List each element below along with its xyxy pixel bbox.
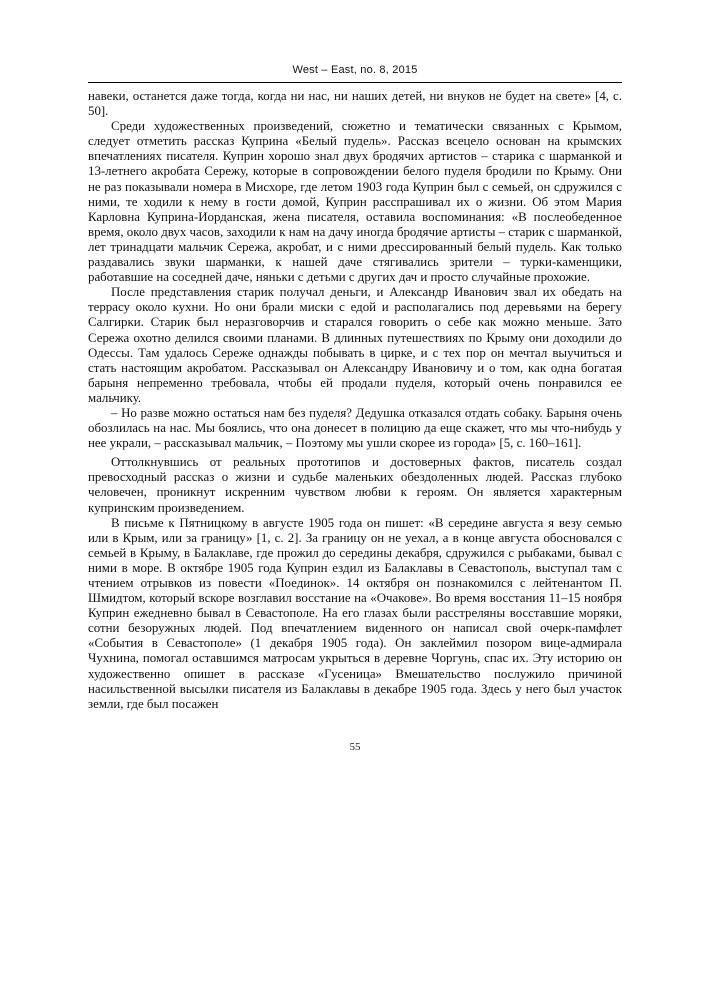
header-rule: [88, 82, 622, 83]
paragraph: Оттолкнувшись от реальных прототипов и достоверных фактов, писатель создал превосходный рассказ о жизни и судьбе маленьких обездоленных людей. Рассказ глубоко человечен, проникнут искренним чувством любви к героям. Он является характерным купринским произведением.: [88, 455, 622, 515]
paragraph: В письме к Пятницкому в августе 1905 года он пишет: «В середине августа я везу семью или в Крым, или за границу» [1, с. 2]. За границу он не уехал, а в конце августа обосновался с семьей в Крыму, в Балаклаве, где прожил до середины декабря, сдружился с рыбаками, бывал с ними в море. В октябре 1905 года Куприн ездил из Балаклавы в Севастополь, выступал там с чтением отрывков из повести «Поединок». 14 октября он познакомился с лейтенантом П. Шмидтом, который вскоре возглавил восстание на «Очакове». Во время восстания 11–15 ноября Куприн ежедневно бывал в Севастополе. На его глазах были расстреляны восставшие моряки, сотни безоружных людей. Под впечатлением виденного он написал свой очерк-памфлет «События в Севастополе» (1 декабря 1905 года). Он заклеймил позором вице-адмирала Чухнина, помогал оставшимся матросам укрыться в деревне Чоргунь, спас их. Эту историю он художественно опишет в рассказе «Гусеница» Вмешательство послужило причиной насильственной высылки писателя из Балаклавы в декабре 1905 года. Здесь у него был участок земли, где был посажен: [88, 515, 622, 711]
paragraph-continued: навеки, останется даже тогда, когда ни нас, ни наших детей, ни внуков не будет на свете» [4, с. 50].: [88, 89, 622, 119]
paragraph: Среди художественных произведений, сюжетно и тематически связанных с Крымом, следует отметить рассказ Куприна «Белый пудель». Рассказ всецело основан на крымских впечатлениях писателя. Куприн хорошо знал двух бродячих артистов – старика с шарманкой и 13-летнего акробата Сережу, которые в сопровождении белого пуделя бродили по Крыму. Они не раз показывали номера в Мисхоре, где летом 1903 года Куприн был с семьей, он сдружился с ними, те ходили к нему в гости домой, Куприн расспрашивал их о жизни. Об этом Мария Карловна Куприна-Иорданская, жена писателя, оставила воспоминания: «В послеобеденное время, около двух часов, заходили к нам на дачу иногда бродячие артисты – старик с шарманкой, лет тринадцати мальчик Сережа, акробат, и с ними дрессированный белый пудель. Как только раздавались звуки шарманки, к нашей даче стягивались зрители – турки-каменщики, работавшие на соседней даче, няньки с детьми с других дач и просто случайные прохожие.: [88, 119, 623, 285]
body-text: [88, 89, 622, 712]
page-number: 55: [349, 741, 361, 753]
paragraph: После представления старик получал деньги, и Александр Иванович звал их обедать на террасу около кухни. Но они брали миски с едой и располагались под деревьями на берегу Салгирки. Старик был неразговорчив и старался говорить о себе как можно меньше. Зато Сережа охотно делился своими планами. В длинных путешествиях по Крыму они доходили до Одессы. Там удалось Сереже однажды побывать в цирке, и с тех пор он мечтал выучиться и стать настоящим акробатом. Рассказывал он Александру Ивановичу и о том, как одна богатая барыня непременно требовала, чтобы ей продали пуделя, который очень понравился ее мальчику.: [88, 285, 622, 405]
running-head: West – East, no. 8, 2015: [292, 64, 418, 76]
paragraph-dialogue: – Но разве можно остаться нам без пуделя? Дедушка отказался отдать собаку. Барыня очень обозлилась на нас. Мы боялись, что она донесет в полицию да еще скажет, что мы что-нибудь у нее украли, – рассказывал мальчик, – Поэтому мы ушли скорее из города» [5, с. 160–161].: [88, 405, 622, 451]
